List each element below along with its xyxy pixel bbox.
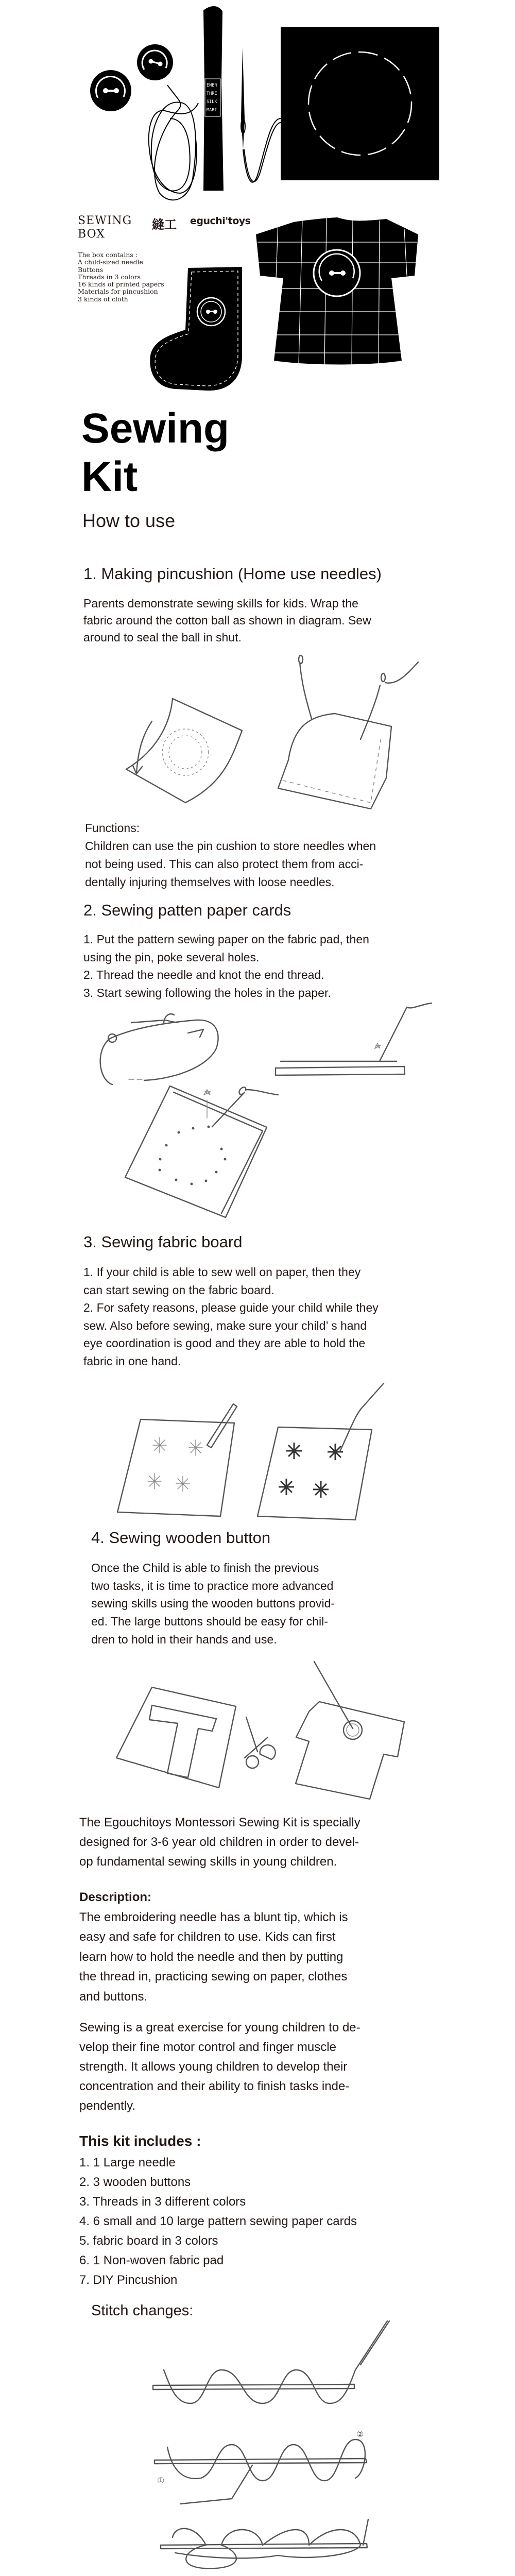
kit-item: 3. Threads in 3 different colors (79, 2195, 246, 2209)
benefits-paragraph (79, 2018, 360, 2116)
kanji-logo: 縫工 (152, 217, 177, 232)
page-subtitle: How to use (82, 510, 176, 531)
intro-paragraph (79, 1813, 360, 1872)
skein-label-line: SILK (207, 99, 217, 105)
box-contents-item: Materials for pincushion (78, 287, 158, 296)
body-line: 1. Put the pattern sewing paper on the fabric pad, then (83, 933, 369, 946)
body-line: ed. The large buttons should be easy for chil- (91, 1615, 328, 1629)
box-contents-item: 3 kinds of cloth (78, 295, 128, 303)
body-line: 1. If your child is able to sew well on paper, then they (83, 1265, 361, 1279)
functions-label: Functions: (85, 821, 140, 835)
section-heading: 1. Making pincushion (Home use needles) (83, 565, 382, 583)
box-title-line: BOX (78, 228, 105, 241)
kit-item: 2. 3 wooden buttons (79, 2175, 191, 2189)
body-line: two tasks, it is time to practice more advanced (91, 1579, 334, 1592)
kit-item: 7. DIY Pincushion (79, 2273, 178, 2287)
box-contents-item: 16 kinds of printed papers (78, 280, 164, 289)
box-title (78, 214, 132, 241)
body-line: learn how to hold the needle and then by putting (79, 1950, 344, 1964)
body-line: sew. Also before sewing, make sure your child’ s hand (83, 1318, 367, 1332)
body-line: The embroidering needle has a blunt tip, which is (79, 1910, 348, 1924)
body-line: Sewing is a great exercise for young children to de- (79, 2021, 360, 2035)
button-icon (137, 44, 173, 80)
body-line: dentally injuring themselves with loose needles. (85, 875, 335, 889)
body-line: velop their fine motor control and finger muscle (79, 2040, 336, 2054)
body-line: 3. Start sewing following the holes in the paper. (83, 986, 331, 999)
body-line: fabric in one hand. (83, 1354, 181, 1368)
brand-logo: eguchi'toys (190, 215, 251, 227)
shirt-icon (256, 217, 418, 366)
section-body (83, 595, 371, 646)
body-line: and buttons. (79, 1989, 148, 2004)
body-line: dren to hold in their hands and use. (91, 1632, 277, 1646)
body-line: fabric around the cotton ball as shown in diagram. Sew (83, 614, 371, 627)
body-line: using the pin, poke several holes. (83, 950, 260, 964)
kit-items-list (79, 2153, 357, 2290)
body-line: can start sewing on the fabric board. (83, 1283, 274, 1297)
body-line: Once the Child is able to finish the previous (91, 1561, 319, 1574)
kit-heading: This kit includes : (79, 2133, 201, 2149)
skein-label-line: MARI (207, 108, 217, 113)
body-line: pendently. (79, 2099, 135, 2113)
kit-item: 5. fabric board in 3 colors (79, 2234, 218, 2248)
box-title-line: SEWING (78, 214, 132, 227)
kit-item: 6. 1 Non-woven fabric pad (79, 2253, 224, 2267)
body-line: eye coordination is good and they are able to hold the (83, 1336, 366, 1350)
step-marker: ① (157, 2477, 165, 2485)
button-icon (90, 70, 131, 111)
description-block (79, 1888, 348, 2007)
box-contents-item: Buttons (78, 265, 104, 274)
body-line: Children can use the pin cushion to store needles when (85, 839, 376, 853)
section-heading: 3. Sewing fabric board (83, 1233, 243, 1251)
section-body (91, 1559, 335, 1649)
functions-block (85, 819, 376, 891)
body-line: concentration and their ability to finish tasks inde- (79, 2079, 350, 2093)
hero-illustration (0, 0, 515, 397)
body-line: sewing skills using the wooden buttons provid- (91, 1597, 335, 1611)
skein-label-line: THRE (207, 91, 217, 96)
body-line: the thread in, practicing sewing on paper, clothes (79, 1970, 348, 1984)
skein-label (207, 81, 220, 114)
box-contents-item: The box contains : (78, 251, 138, 259)
box-contents-list (78, 251, 164, 303)
box-contents-item: A child-sized needle (78, 258, 143, 266)
box-contents-item: Threads in 3 colors (78, 273, 141, 281)
body-line: 2. Thread the needle and knot the end thread. (83, 968, 324, 981)
section-heading: 2. Sewing patten paper cards (83, 901, 291, 919)
body-line: around to seal the ball in shut. (83, 631, 242, 644)
stitched-board-icon (281, 27, 439, 180)
body-line: not being used. This can also protect them from acci- (85, 857, 364, 871)
kit-item: 1. 1 Large needle (79, 2156, 176, 2170)
stitch-heading: Stitch changes: (91, 2302, 194, 2319)
kit-item: 4. 6 small and 10 large pattern sewing paper cards (79, 2214, 357, 2228)
page-title-line: Sewing (81, 405, 230, 452)
page-title-line: Kit (81, 453, 138, 500)
skein-label-line: ENBR (207, 83, 217, 88)
needle-icon (241, 47, 281, 182)
page-title (81, 404, 229, 501)
body-line: op fundamental sewing skills in young children. (79, 1855, 337, 1869)
body-line: designed for 3-6 year old children in order to devel- (79, 1835, 359, 1849)
section-body (83, 930, 369, 1002)
body-line: 2. For safety reasons, please guide your child while they (83, 1301, 379, 1315)
body-line: easy and safe for children to use. Kids can first (79, 1930, 336, 1944)
section-body (83, 1263, 379, 1370)
thread-loops (149, 85, 198, 200)
body-line: strength. It allows young children to develop their (79, 2060, 348, 2074)
body-line: The Egouchitoys Montessori Sewing Kit is specially (79, 1816, 360, 1829)
description-label: Description: (79, 1890, 152, 1904)
body-line: Parents demonstrate sewing skills for kids. Wrap the (83, 597, 358, 610)
section-heading: 4. Sewing wooden button (91, 1529, 271, 1547)
step-marker: ② (356, 2430, 364, 2439)
